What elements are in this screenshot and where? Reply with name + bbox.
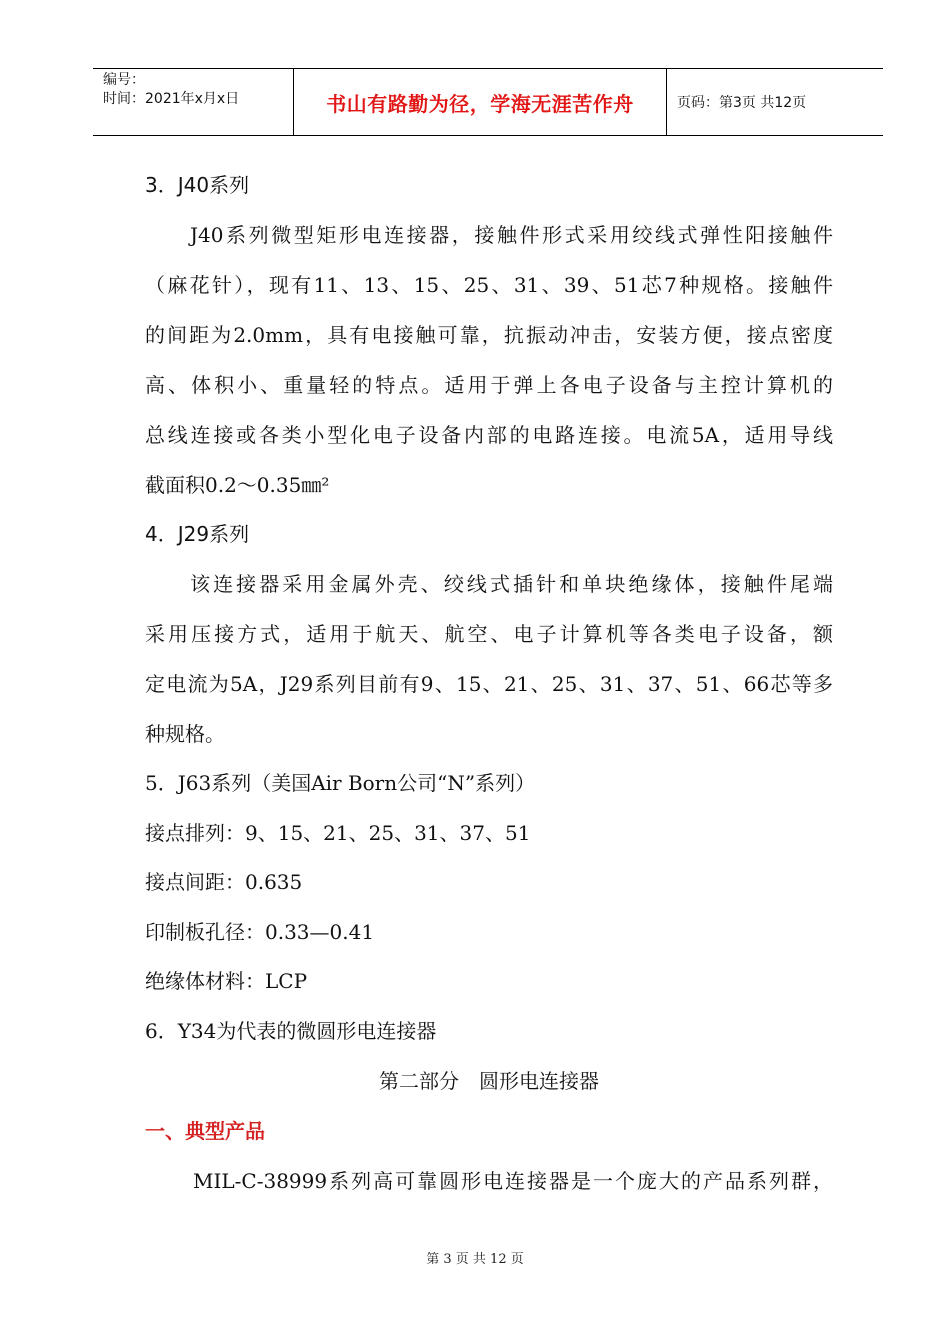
section-3-title: 3．J40系列 [145,173,250,197]
header-page-info: 页码：第3页 共12页 [677,95,807,111]
part-2-title: 第二部分 圆形电连接器 [379,1069,599,1093]
sec3-paragraph-line: J40系列微型矩形电连接器，接触件形式采用绞线式弹性阳接触件 [190,223,833,247]
sec4-paragraph-line: 该连接器采用金属外壳、绞线式插针和单块绝缘体，接触件尾端 [190,572,833,596]
sec4-paragraph-line: 定电流为5A，J29系列目前有9、15、21、25、31、37、51、66芯等多 [145,672,833,696]
sec3-paragraph-line: 的间距为2.0mm，具有电接触可靠，抗振动冲击，安装方便，接点密度 [145,323,833,347]
header-motto: 书山有路勤为径，学海无涯苦作舟 [294,69,667,135]
sec4-paragraph-line: 种规格。 [145,722,225,746]
sec3-paragraph-line: （麻花针），现有11、13、15、25、31、39、51芯7种规格。接触件 [145,273,833,297]
spec-item: 绝缘体材料：LCP [145,969,308,993]
page-footer: 第 3 页 共 12 页 [426,1252,524,1267]
sec3-paragraph-line: 截面积0.2～0.35㎜² [145,473,330,497]
header-number-label: 编号： [103,72,145,88]
section-4-title: 4．J29系列 [145,522,250,546]
sec3-paragraph-line: 高、体积小、重量轻的特点。适用于弹上各电子设备与主控计算机的 [145,373,833,397]
spec-item: 接点排列：9、15、21、25、31、37、51 [145,821,531,845]
header-time-label: 时间：2021年x月x日 [103,91,240,107]
page-header [93,68,883,136]
typical-paragraph-line: MIL-C-38999系列高可靠圆形电连接器是一个庞大的产品系列群， [193,1169,833,1193]
sec3-paragraph-line: 总线连接或各类小型化电子设备内部的电路连接。电流5A，适用导线 [145,423,833,447]
typical-products-heading: 一、典型产品 [145,1119,265,1143]
section-6-title: 6．Y34为代表的微圆形电连接器 [145,1019,437,1043]
sec4-paragraph-line: 采用压接方式，适用于航天、航空、电子计算机等各类电子设备，额 [145,622,833,646]
spec-item: 接点间距：0.635 [145,870,303,894]
header-meta [93,69,294,135]
section-5-title: 5．J63系列（美国Air Born公司“N”系列） [145,771,536,795]
spec-item: 印制板孔径：0.33—0.41 [145,920,375,944]
